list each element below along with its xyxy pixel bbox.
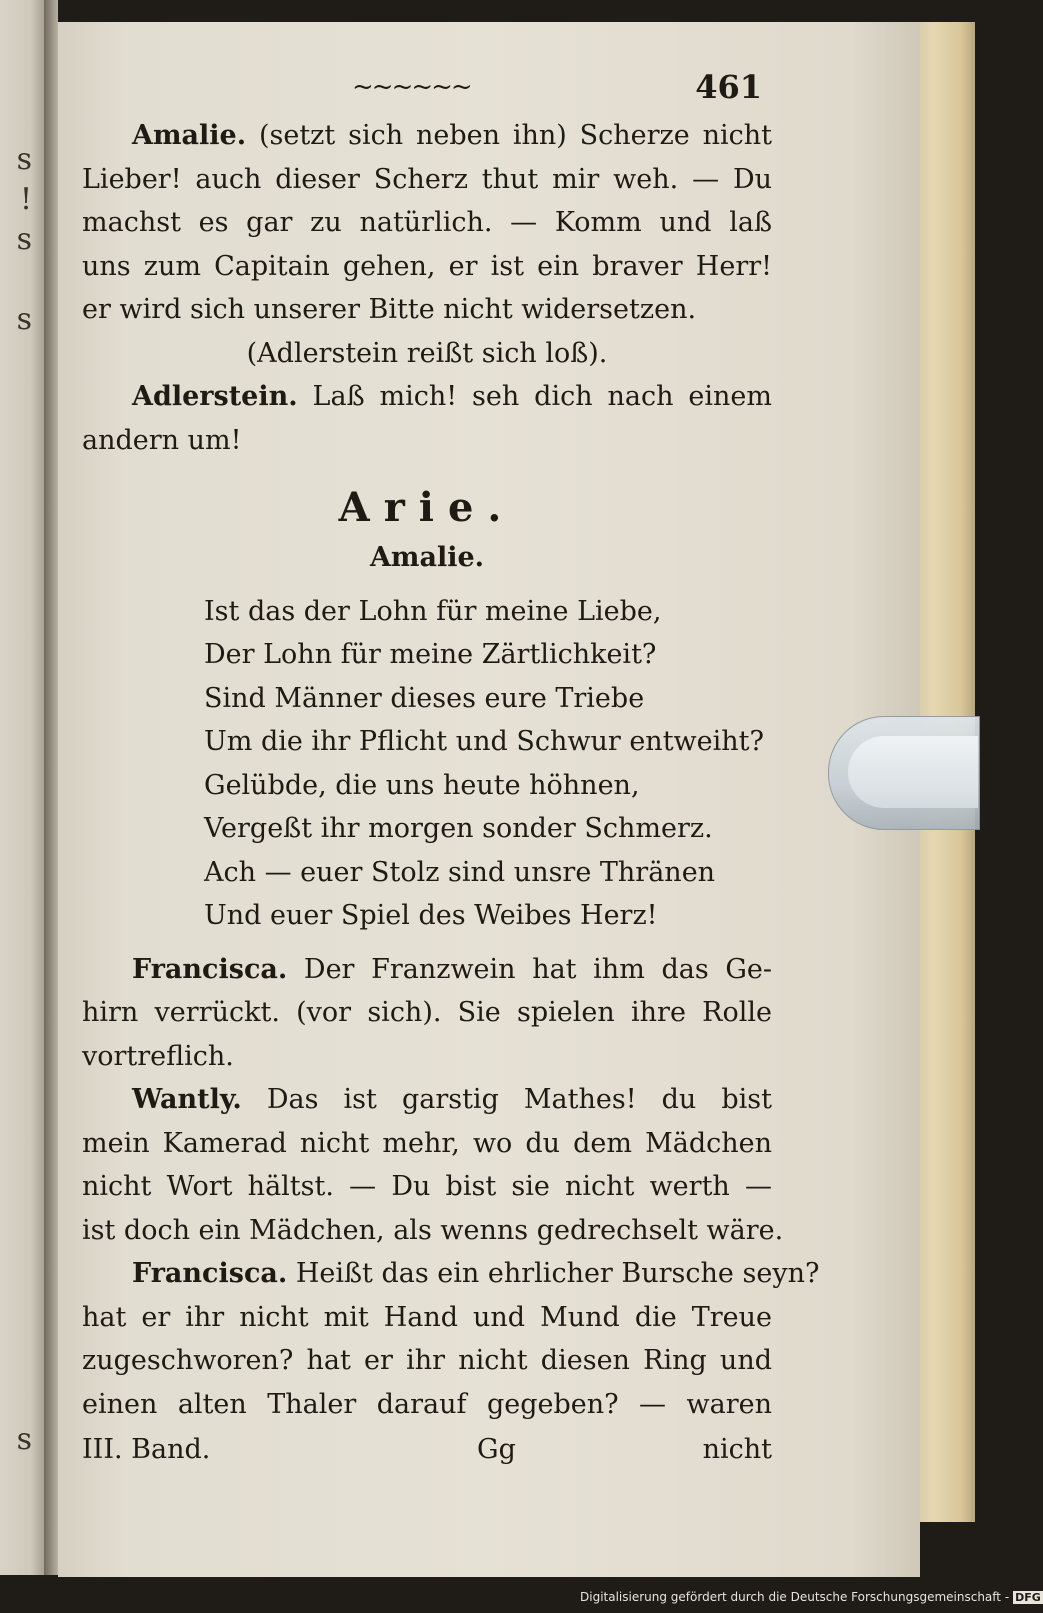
line-text: andern um! — [82, 424, 242, 456]
line-text: (setzt sich neben ihn) Scherze nicht — [246, 120, 772, 151]
footer-catchword: nicht — [702, 1434, 772, 1465]
aria-singer: Amalie. — [369, 542, 485, 573]
line-text: Der Franzwein hat ihm das Ge- — [287, 953, 772, 985]
line-text: Laß mich! seh dich nach einem — [297, 381, 772, 412]
line-text: Lieber! auch dieser Scherz thut mir weh. — Du — [82, 163, 772, 195]
digitization-credit — [580, 1590, 1041, 1610]
left-mark: s — [16, 142, 32, 177]
left-mark: ! — [19, 182, 32, 217]
verse-line: Ach — euer Stolz sind unsre Thränen — [204, 856, 716, 888]
text-line — [82, 375, 772, 419]
line-text: hirn verrückt. (vor sich). Sie spielen ihre Rolle — [82, 997, 772, 1028]
verse-line: Und euer Spiel des Weibes Herz! — [204, 900, 658, 931]
book-gutter — [44, 0, 58, 1575]
speaker-name: Amalie. — [132, 120, 247, 151]
text-line — [82, 1209, 784, 1253]
left-mark: s — [16, 302, 32, 337]
text-line — [82, 1252, 820, 1296]
line-text: er wird sich unserer Bitte nicht widersetzen. — [82, 294, 697, 325]
footer-volume: III. Band. — [82, 1434, 211, 1465]
left-page-marks — [0, 140, 40, 1460]
text-line — [82, 1122, 772, 1166]
text-line — [82, 1339, 772, 1383]
verse-line: Vergeßt ihr morgen sonder Schmerz. — [204, 813, 713, 844]
text-line — [82, 288, 772, 332]
left-mark: s — [16, 222, 32, 257]
verse-line: Der Lohn für meine Zärtlichkeit? — [204, 639, 657, 670]
text-line — [82, 1165, 772, 1209]
line-text: einen alten Thaler darauf gegeben? — waren — [82, 1388, 772, 1420]
text-line — [82, 991, 772, 1035]
text-line — [82, 158, 772, 202]
line-text: vortreflich. — [82, 1040, 234, 1072]
verse-line: Sind Männer dieses eure Triebe — [204, 682, 645, 714]
text-line — [82, 419, 772, 463]
text-line — [82, 1296, 772, 1340]
verse-line: Gelübde, die uns heute höhnen, — [204, 769, 640, 801]
text-line — [82, 948, 772, 992]
line-text: uns zum Capitain gehen, er ist ein braver Herr! — [82, 250, 772, 282]
line-text: nicht Wort hältst. — Du bist sie nicht werth — — [82, 1171, 772, 1202]
page-text — [82, 62, 820, 1472]
verse-line: Um die ihr Pflicht und Schwur entweiht? — [204, 726, 764, 757]
text-line — [82, 114, 772, 158]
speaker-name: Francisca. — [132, 1258, 288, 1289]
header-ornament: ~~~~~~ — [352, 72, 471, 103]
line-text: machst es gar zu natürlich. — Komm und laß — [82, 207, 772, 238]
line-text: zugeschworen? hat er ihr nicht diesen Ring und — [82, 1345, 772, 1376]
dfg-logo-icon: DFG — [1015, 1591, 1041, 1604]
text-line — [82, 245, 772, 289]
credit-text: Digitalisierung gefördert durch die Deutsche Forschungsgemeinschaft - — [580, 1590, 1010, 1604]
page-footer — [82, 1428, 772, 1472]
line-text: Das ist garstig Mathes! du bist — [241, 1084, 772, 1115]
page-header — [82, 62, 772, 114]
speaker-name: Wantly. — [132, 1084, 242, 1115]
speaker-name: Adlerstein. — [132, 381, 298, 412]
stage-direction: (Adlerstein reißt sich loß). — [246, 337, 608, 369]
text-line — [82, 1078, 772, 1122]
aria-title: Arie. — [338, 484, 516, 531]
text-line — [82, 201, 772, 245]
line-text: Heißt das ein ehrlicher Bursche seyn? — [287, 1258, 820, 1289]
page-number: 461 — [695, 68, 762, 107]
text-line — [82, 1035, 772, 1079]
left-facing-page — [0, 0, 44, 1575]
left-mark: s — [16, 1422, 32, 1457]
line-text: hat er ihr nicht mit Hand und Mund die Treue — [82, 1301, 772, 1333]
verse-line: Ist das der Lohn für meine Liebe, — [204, 595, 662, 627]
speaker-name: Francisca. — [132, 953, 288, 985]
footer-signature: Gg — [477, 1434, 516, 1465]
text-line — [82, 1383, 772, 1427]
page-clip-inner — [848, 736, 978, 808]
line-text: mein Kamerad nicht mehr, wo du dem Mädchen — [82, 1127, 772, 1159]
line-text: ist doch ein Mädchen, als wenns gedrechselt wäre. — [82, 1214, 784, 1246]
